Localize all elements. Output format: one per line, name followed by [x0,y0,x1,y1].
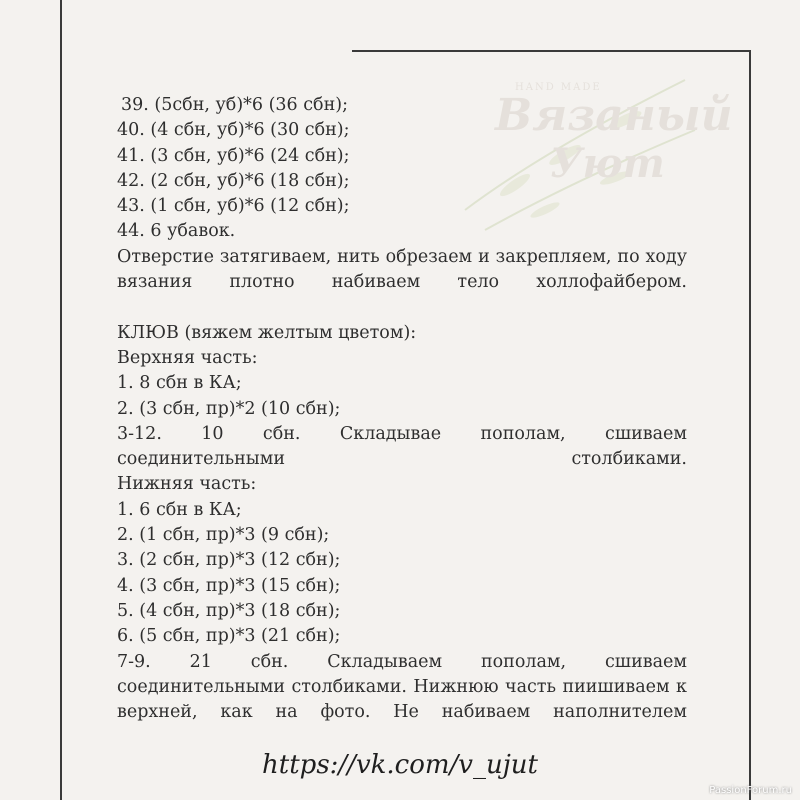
body-instructions: Отверстие затягиваем, нить обрезаем и закрепляем, по ходу вязания плотно набиваем тело холлофайбером. [117,246,687,293]
row-39: 39. (5сбн, уб)*6 (36 сбн); [121,95,348,115]
lower-row-1: 1. 6 сбн в КА; [117,499,242,520]
spacer [117,295,687,320]
upper-row-2: 2. (3 сбн, пр)*2 (10 сбн); [117,398,341,419]
left-border-line [60,0,62,800]
upper-row-1: 1. 8 сбн в КА; [117,373,242,394]
lower-row-6: 6. (5 сбн, пр)*3 (21 сбн); [117,626,341,647]
row-41: 41. (3 сбн, уб)*6 (24 сбн); [117,145,350,166]
site-watermark: PassionForum.ru [709,785,792,796]
lower-row-5: 5. (4 сбн, пр)*3 (18 сбн); [117,600,341,621]
pattern-text [117,93,687,725]
lower-part-heading: Нижняя часть: [117,474,257,495]
row-43: 43. (1 сбн, уб)*6 (12 сбн); [117,196,350,217]
watermark-small: HAND MADE [515,82,602,93]
right-border-line [749,50,751,800]
row-42: 42. (2 сбн, уб)*6 (18 сбн); [117,170,350,191]
lower-row-7-9: 7-9. 21 сбн. Складываем пополам, сшиваем соединительными столбиками. Нижнюю часть пиишиваем к верхней, как на фото. Не набиваем наполнителем [117,651,687,723]
watermark-line2: Уют [550,140,665,187]
beak-heading: КЛЮВ (вяжем желтым цветом): [117,322,417,343]
row-44: 44. 6 убавок. [117,221,236,242]
lower-row-2: 2. (1 сбн, пр)*3 (9 сбн); [117,525,330,546]
lower-row-4: 4. (3 сбн, пр)*3 (15 сбн); [117,575,341,596]
upper-row-3-12: 3-12. 10 сбн. Складывае пополам, сшиваем соединительными столбиками. [117,423,687,470]
vk-link[interactable]: https://vk.com/v_ujut [262,750,538,780]
watermark-line1: Вязаный [495,90,733,141]
lower-row-3: 3. (2 сбн, пр)*3 (12 сбн); [117,550,341,571]
row-40: 40. (4 сбн, уб)*6 (30 сбн); [117,120,350,141]
top-border-line [352,50,750,52]
upper-part-heading: Верхняя часть: [117,347,258,368]
